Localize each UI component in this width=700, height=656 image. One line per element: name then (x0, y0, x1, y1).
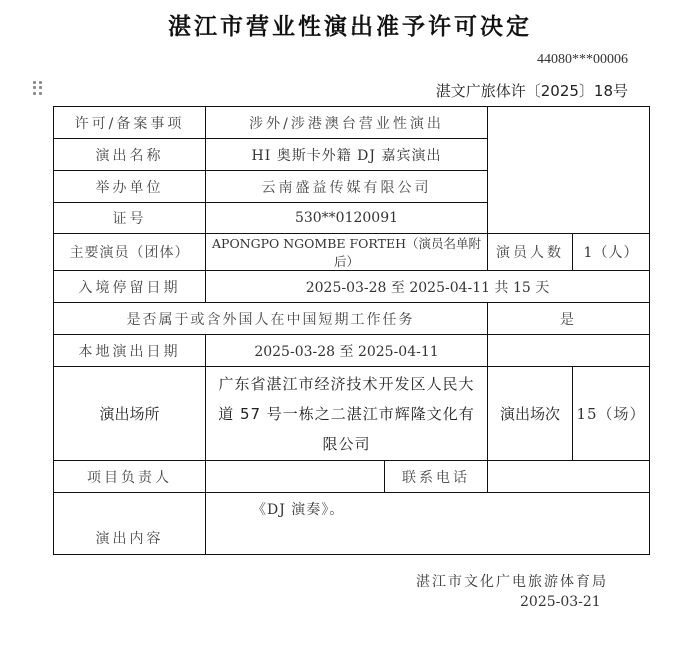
table-row (54, 335, 650, 367)
table-row (54, 107, 650, 139)
short-term-work-value: 是 (488, 303, 650, 335)
organizer-value: 云南盛益传媒有限公司 (206, 171, 488, 203)
blank-cell (488, 335, 650, 367)
permit-item-value: 涉外/涉港澳台营业性演出 (206, 107, 488, 139)
document-number: 44080***00006 (537, 52, 628, 67)
table-row (54, 367, 650, 461)
blank-cell (488, 107, 650, 234)
table-row (54, 461, 650, 493)
organizer-label: 举办单位 (54, 171, 206, 203)
reference-number: 湛文广旅体许〔2025〕18号 (435, 82, 628, 100)
project-manager-label: 项目负责人 (54, 461, 206, 493)
drag-handle-icon[interactable] (33, 81, 43, 95)
document-title: 湛江市营业性演出准予许可决定 (168, 13, 532, 40)
entry-stay-dates-label: 入境停留日期 (54, 271, 206, 303)
performer-count-value: 1（人） (573, 234, 650, 271)
venue-label: 演出场所 (54, 367, 206, 461)
content-value: 《DJ 演奏》。 (252, 502, 345, 518)
performer-count-label: 演员人数 (488, 234, 573, 271)
local-dates-label: 本地演出日期 (54, 335, 206, 367)
phone-value (488, 461, 650, 493)
local-dates-value: 2025-03-28 至 2025-04-11 (206, 335, 488, 367)
phone-label: 联系电话 (385, 461, 488, 493)
venue-value (206, 367, 488, 461)
permit-item-label: 许可/备案事项 (54, 107, 206, 139)
table-row (54, 271, 650, 303)
table-row (54, 234, 650, 271)
issuer-name: 湛江市文化广电旅游体育局 (416, 574, 608, 590)
venue-text: 广东省湛江市经济技术开发区人民大道 57 号一栋之二湛江市辉隆文化有限公司 (218, 374, 475, 453)
issue-date: 2025-03-21 (520, 594, 601, 610)
short-term-work-label: 是否属于或含外国人在中国短期工作任务 (54, 303, 488, 335)
sessions-value: 15（场） (573, 367, 650, 461)
project-manager-value (206, 461, 385, 493)
main-performers-value: APONGPO NGOMBE FORTEH（演员名单附后） (206, 234, 488, 271)
permit-table (53, 106, 650, 555)
performance-name-value: HI 奥斯卡外籍 DJ 嘉宾演出 (206, 139, 488, 171)
license-no-value: 530**0120091 (206, 203, 488, 234)
content-label: 演出内容 (54, 493, 206, 555)
main-performers-label: 主要演员（团体） (54, 234, 206, 271)
table-row (54, 303, 650, 335)
sessions-label: 演出场次 (488, 367, 573, 461)
content-value-cell (206, 493, 650, 555)
entry-stay-dates-value: 2025-03-28 至 2025-04-11 共 15 天 (206, 271, 650, 303)
table-row (54, 493, 650, 555)
license-no-label: 证号 (54, 203, 206, 234)
performance-name-label: 演出名称 (54, 139, 206, 171)
